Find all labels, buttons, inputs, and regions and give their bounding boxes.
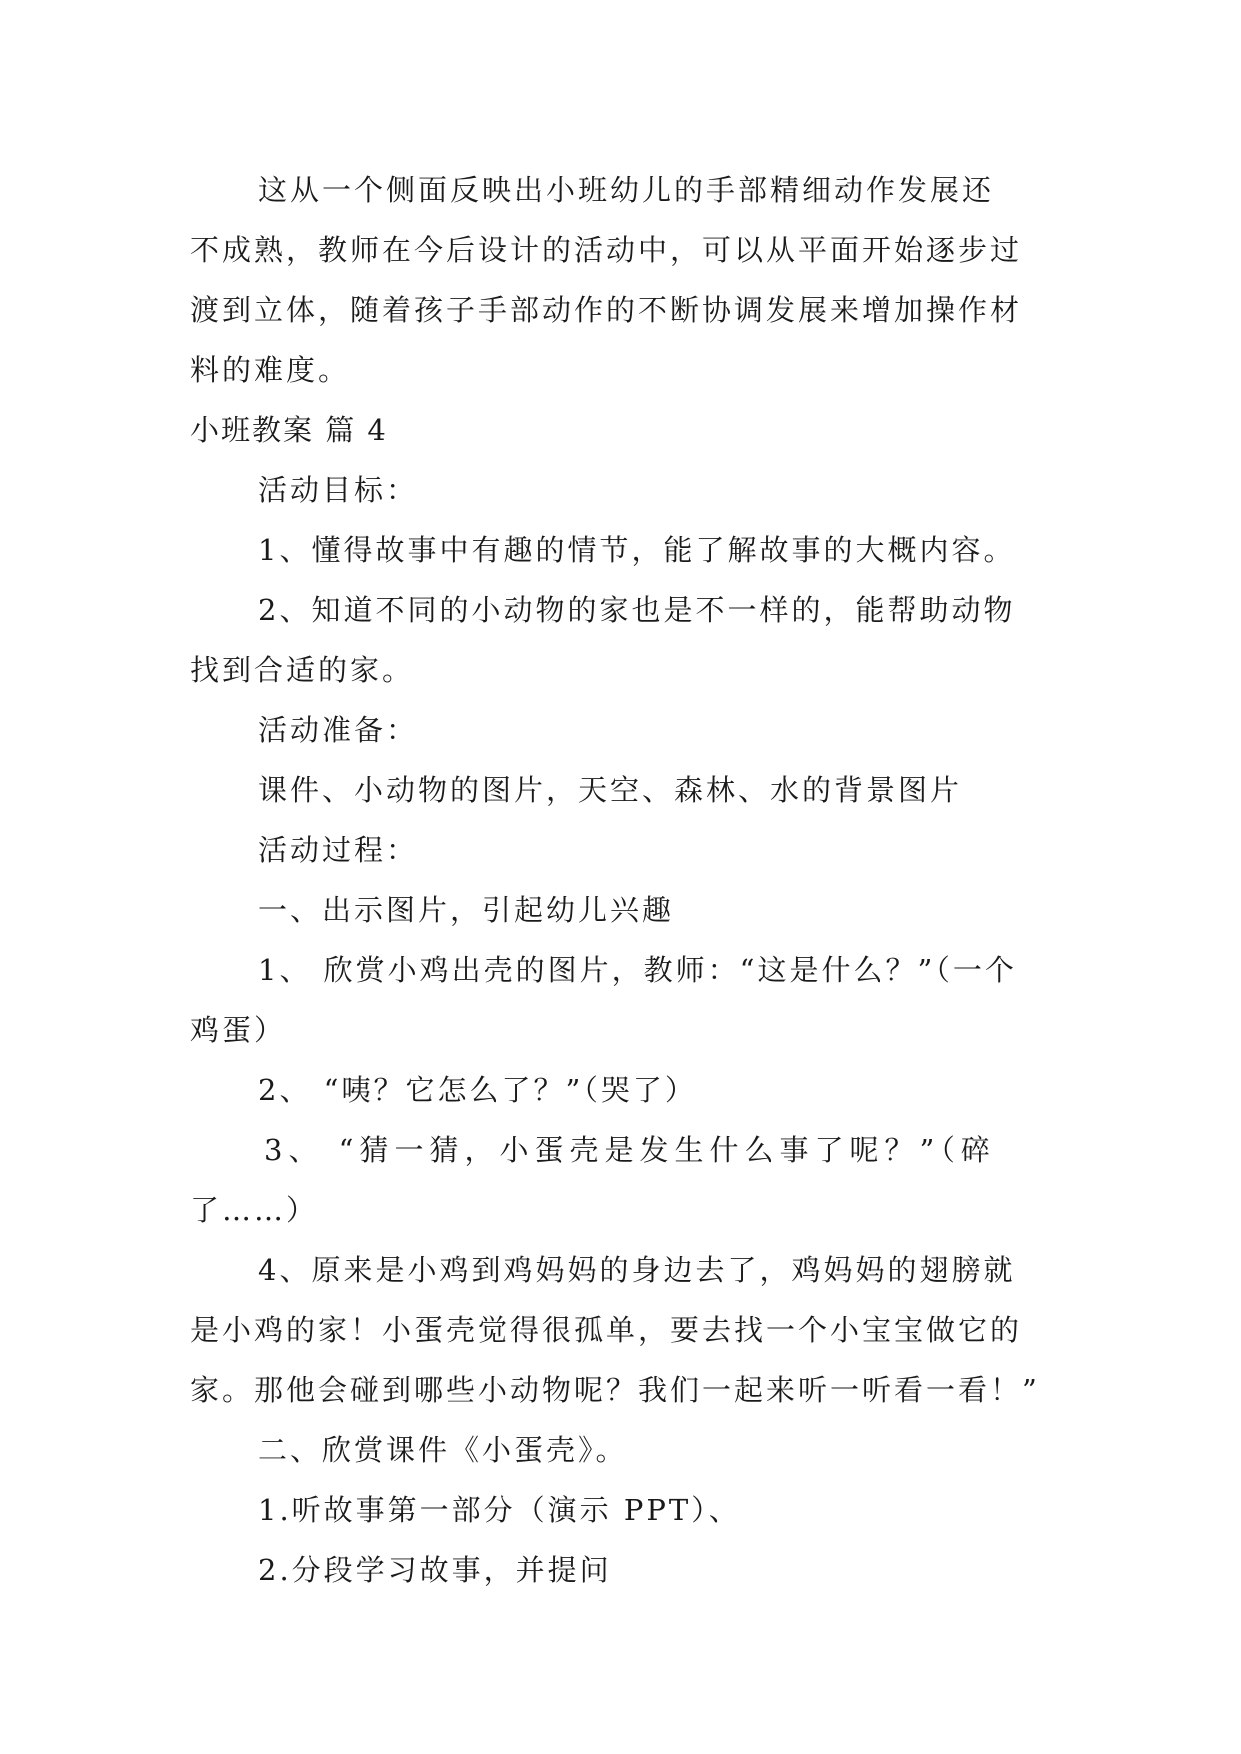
- paragraph-line: 这从一个侧面反映出小班幼儿的手部精细动作发展还: [258, 173, 995, 207]
- paragraph-line: 找到合适的家。: [190, 653, 415, 687]
- paragraph-line: 2.分段学习故事，并提问: [258, 1553, 612, 1587]
- paragraph-line: 2、 “咦？它怎么了？”（哭了）: [258, 1073, 697, 1107]
- document-body: [190, 160, 1060, 1600]
- paragraph-line: 二、欣赏课件《小蛋壳》。: [258, 1433, 628, 1467]
- paragraph-line: 2、知道不同的小动物的家也是不一样的，能帮助动物: [258, 593, 1016, 627]
- paragraph-line: 课件、小动物的图片，天空、森林、水的背景图片: [258, 773, 963, 807]
- paragraph-line: 鸡蛋）: [190, 1013, 287, 1047]
- subheading-activity-preparation: 活动准备：: [258, 713, 419, 747]
- subheading-activity-process: 活动过程：: [258, 833, 419, 867]
- paragraph-line: 1、懂得故事中有趣的情节，能了解故事的大概内容。: [258, 533, 1016, 567]
- paragraph-line: 是小鸡的家！小蛋壳觉得很孤单，要去找一个小宝宝做它的: [190, 1313, 1023, 1347]
- paragraph-line: 1、 欣赏小鸡出壳的图片，教师：“这是什么？”（一个: [258, 953, 1017, 987]
- paragraph-line: 4、原来是小鸡到鸡妈妈的身边去了，鸡妈妈的翅膀就: [258, 1253, 1016, 1287]
- paragraph-line: 1.听故事第一部分（演示 PPT）、: [258, 1493, 741, 1527]
- subheading-activity-goals: 活动目标：: [258, 473, 419, 507]
- paragraph-line: 家。那他会碰到哪些小动物呢？我们一起来听一听看一看！”: [190, 1373, 1040, 1407]
- paragraph-line: 3、 “猜一猜，小蛋壳是发生什么事了呢？”（碎: [264, 1133, 996, 1167]
- section-heading: 小班教案 篇 4: [190, 413, 388, 447]
- paragraph-line: 一、出示图片，引起幼儿兴趣: [258, 893, 675, 927]
- paragraph-line: 渡到立体，随着孩子手部动作的不断协调发展来增加操作材: [190, 293, 1023, 327]
- paragraph-line: 不成熟，教师在今后设计的活动中，可以从平面开始逐步过: [190, 233, 1023, 267]
- paragraph-line: 了……）: [190, 1193, 319, 1227]
- paragraph-line: 料的难度。: [190, 353, 351, 387]
